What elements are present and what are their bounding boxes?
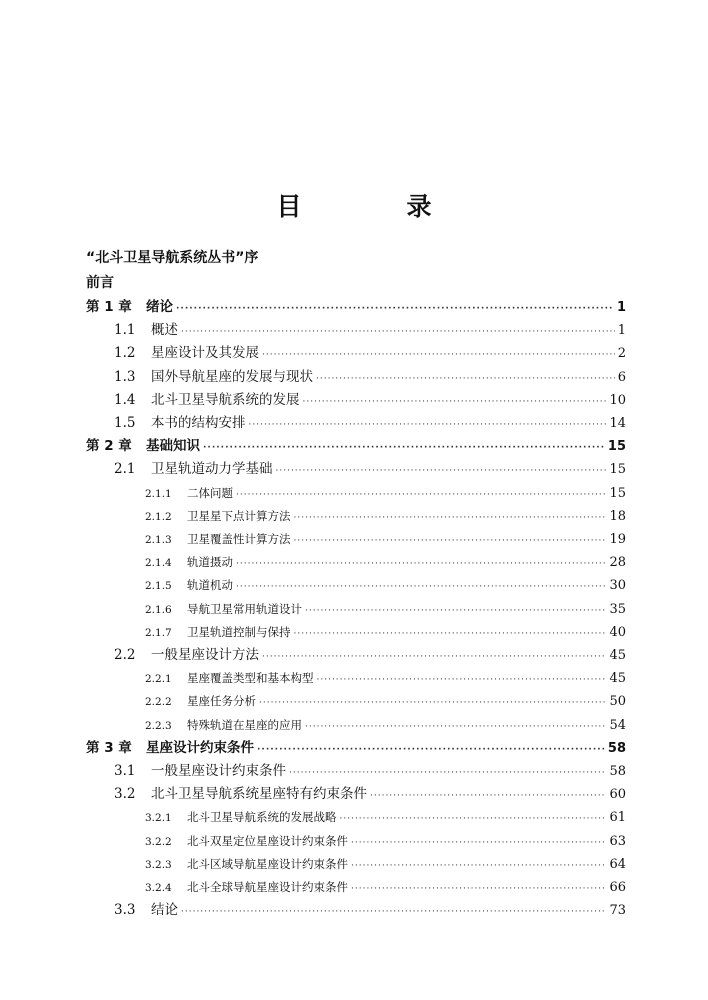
toc-entry-number: 1.5 xyxy=(114,415,136,431)
toc-entry-label: 卫星轨道控制与保持 xyxy=(187,624,291,639)
toc-entry-number: 2.2.3 xyxy=(145,719,172,732)
toc-entry-number: 1.3 xyxy=(114,368,136,385)
toc-leader-dots xyxy=(236,576,606,598)
toc-entry-label: 轨道机动 xyxy=(187,578,233,593)
toc-entry-subsection xyxy=(145,714,626,736)
toc-entry-page: 45 xyxy=(609,671,626,687)
toc-entry-label: 北斗卫星导航系统的发展战略 xyxy=(187,810,337,825)
toc-entry-subsection xyxy=(145,876,626,898)
toc-entry-page: 61 xyxy=(609,810,626,826)
toc-entry-label: 一般星座设计约束条件 xyxy=(151,763,286,779)
toc-leader-dots xyxy=(249,414,607,436)
toc-entry-number: 2.1.4 xyxy=(145,557,172,570)
toc-entry-number: 2.2 xyxy=(114,647,136,663)
front-matter-series-preface: “北斗卫星导航系统丛书”序 xyxy=(86,250,259,266)
toc-entry-page: 60 xyxy=(609,787,626,803)
toc-entry-label: 星座覆盖类型和基本构型 xyxy=(187,671,314,686)
toc-entry-subsection xyxy=(145,574,626,596)
toc-leader-dots xyxy=(317,669,607,691)
toc-entry-label: 星座任务分析 xyxy=(187,694,256,709)
toc-leader-dots xyxy=(340,808,607,830)
toc-entry-number: 第 3 章 xyxy=(86,739,132,756)
toc-entry-label: 二体问题 xyxy=(187,485,233,500)
toc-leader-dots xyxy=(262,646,606,668)
toc-entry-label: 轨道摄动 xyxy=(187,555,233,570)
toc-leader-dots xyxy=(351,878,606,900)
toc-entry-section xyxy=(114,389,626,411)
toc-entry-section xyxy=(114,366,626,388)
toc-entry-number: 3.1 xyxy=(114,763,136,779)
toc-entry-section xyxy=(114,458,626,480)
toc-entry-page: 40 xyxy=(609,624,626,640)
toc-entry-chapter xyxy=(86,296,626,318)
toc-entry-subsection xyxy=(145,598,626,620)
toc-entry-label: 绪论 xyxy=(146,299,173,315)
toc-entry-subsection xyxy=(145,505,626,527)
toc-entry-page: 1 xyxy=(617,323,626,339)
toc-entry-page: 63 xyxy=(609,833,626,849)
toc-leader-dots xyxy=(316,368,615,390)
toc-entry-section xyxy=(114,319,626,341)
toc-entry-subsection xyxy=(145,830,626,852)
toc-entry-subsection xyxy=(145,482,626,504)
toc-entry-number: 第 1 章 xyxy=(86,299,132,315)
toc-entry-number: 2.1.3 xyxy=(145,534,172,546)
toc-entry-subsection xyxy=(145,690,626,712)
toc-entry-label: 导航卫星常用轨道设计 xyxy=(187,601,302,616)
toc-entry-page: 58 xyxy=(609,764,626,779)
toc-entry-number: 2.1.2 xyxy=(145,510,172,523)
toc-entry-label: 本书的结构安排 xyxy=(151,415,246,431)
toc-entry-subsection xyxy=(145,621,626,643)
toc-entry-number: 1.2 xyxy=(114,345,136,362)
toc-leader-dots xyxy=(303,391,607,413)
toc-leader-dots xyxy=(176,298,614,320)
toc-entry-chapter xyxy=(86,737,626,759)
toc-leader-dots xyxy=(181,321,615,343)
toc-leader-dots xyxy=(351,855,606,877)
toc-leader-dots xyxy=(257,739,605,761)
toc-entry-label: 卫星星下点计算方法 xyxy=(187,508,291,523)
toc-leader-dots xyxy=(305,716,606,738)
toc-entry-chapter xyxy=(86,435,626,457)
toc-entry-number: 3.2.1 xyxy=(145,812,172,825)
toc-entry-label: 北斗区域导航星座设计约束条件 xyxy=(187,856,348,871)
toc-entry-number: 3.2 xyxy=(114,786,136,803)
toc-entry-label: 北斗卫星导航系统的发展 xyxy=(151,391,300,408)
toc-leader-dots xyxy=(181,901,606,923)
toc-entry-number: 2.1.5 xyxy=(145,580,172,593)
toc-leader-dots xyxy=(294,507,607,529)
toc-entry-page: 2 xyxy=(617,346,626,362)
toc-entry-page: 58 xyxy=(607,740,626,756)
toc-entry-number: 3.3 xyxy=(114,902,136,919)
toc-leader-dots xyxy=(203,437,605,459)
toc-entry-page: 54 xyxy=(609,717,626,733)
toc-entry-number: 1.1 xyxy=(114,322,136,339)
toc-entry-page: 28 xyxy=(609,555,626,571)
toc-entry-page: 19 xyxy=(609,532,626,547)
toc-entry-section xyxy=(114,342,626,364)
toc-entry-page: 30 xyxy=(609,578,626,594)
toc-entry-page: 35 xyxy=(609,601,626,617)
toc-entry-subsection xyxy=(145,551,626,573)
page-title: 目 录 xyxy=(276,192,472,221)
toc-entry-section xyxy=(114,644,626,666)
front-matter-foreword: 前言 xyxy=(86,275,114,291)
toc-entry-section xyxy=(114,412,626,434)
toc-entry-number: 2.1.7 xyxy=(145,626,172,639)
toc-entry-number: 2.1.1 xyxy=(145,487,172,500)
toc-entry-label: 北斗全球导航星座设计约束条件 xyxy=(187,880,348,894)
toc-entry-label: 卫星轨道动力学基础 xyxy=(151,461,273,478)
toc-entry-page: 45 xyxy=(609,648,626,663)
toc-entry-label: 结论 xyxy=(151,902,178,919)
toc-entry-subsection xyxy=(145,806,626,828)
toc-entry-label: 星座设计约束条件 xyxy=(146,739,254,756)
toc-entry-label: 特殊轨道在星座的应用 xyxy=(187,717,302,732)
toc-entry-label: 基础知识 xyxy=(146,438,200,455)
toc-leader-dots xyxy=(351,832,606,854)
toc-entry-number: 3.2.3 xyxy=(145,858,172,871)
toc-entry-page: 64 xyxy=(609,856,626,872)
toc-entry-subsection xyxy=(145,528,626,550)
toc-entry-label: 北斗双星定位星座设计约束条件 xyxy=(187,833,348,848)
toc-entry-page: 14 xyxy=(609,416,626,431)
toc-leader-dots xyxy=(262,344,615,366)
toc-entry-page: 1 xyxy=(616,300,626,315)
toc-entry-page: 10 xyxy=(609,392,626,408)
toc-entry-subsection xyxy=(145,853,626,875)
toc-entry-page: 50 xyxy=(609,694,626,710)
toc-entry-number: 1.4 xyxy=(114,391,136,408)
toc-entry-page: 73 xyxy=(609,903,626,919)
toc-entry-number: 2.2.1 xyxy=(145,673,172,686)
toc-entry-label: 北斗卫星导航系统星座特有约束条件 xyxy=(151,786,367,803)
toc-entry-page: 15 xyxy=(609,462,626,478)
toc-leader-dots xyxy=(276,460,607,482)
toc-entry-number: 2.1.6 xyxy=(145,603,172,616)
toc-entry-number: 2.1 xyxy=(114,461,136,478)
toc-leader-dots xyxy=(305,600,606,622)
toc-entry-subsection xyxy=(145,667,626,689)
toc-entry-page: 15 xyxy=(607,439,626,455)
toc-entry-number: 第 2 章 xyxy=(86,438,132,455)
toc-entry-label: 星座设计及其发展 xyxy=(151,345,259,362)
toc-leader-dots xyxy=(236,484,606,506)
toc-leader-dots xyxy=(294,623,607,645)
toc-entry-page: 18 xyxy=(609,508,626,524)
toc-entry-section xyxy=(114,783,626,805)
toc-entry-number: 2.2.2 xyxy=(145,696,172,709)
toc-entry-label: 国外导航星座的发展与现状 xyxy=(151,368,313,385)
toc-entry-page: 66 xyxy=(609,880,626,895)
toc-leader-dots xyxy=(370,785,606,807)
toc-entry-label: 卫星覆盖性计算方法 xyxy=(187,532,291,546)
toc-entry-label: 一般星座设计方法 xyxy=(151,647,259,663)
toc-leader-dots xyxy=(236,553,606,575)
toc-leader-dots xyxy=(259,692,606,714)
toc-entry-page: 15 xyxy=(609,485,626,501)
toc-entry-label: 概述 xyxy=(151,322,178,339)
toc-entry-number: 3.2.4 xyxy=(145,882,172,894)
toc-entry-page: 6 xyxy=(617,369,626,385)
toc-leader-dots xyxy=(294,530,607,552)
toc-leader-dots xyxy=(289,762,606,784)
toc-entry-section xyxy=(114,760,626,782)
toc-entry-section xyxy=(114,899,626,921)
toc-entry-number: 3.2.2 xyxy=(145,835,172,848)
